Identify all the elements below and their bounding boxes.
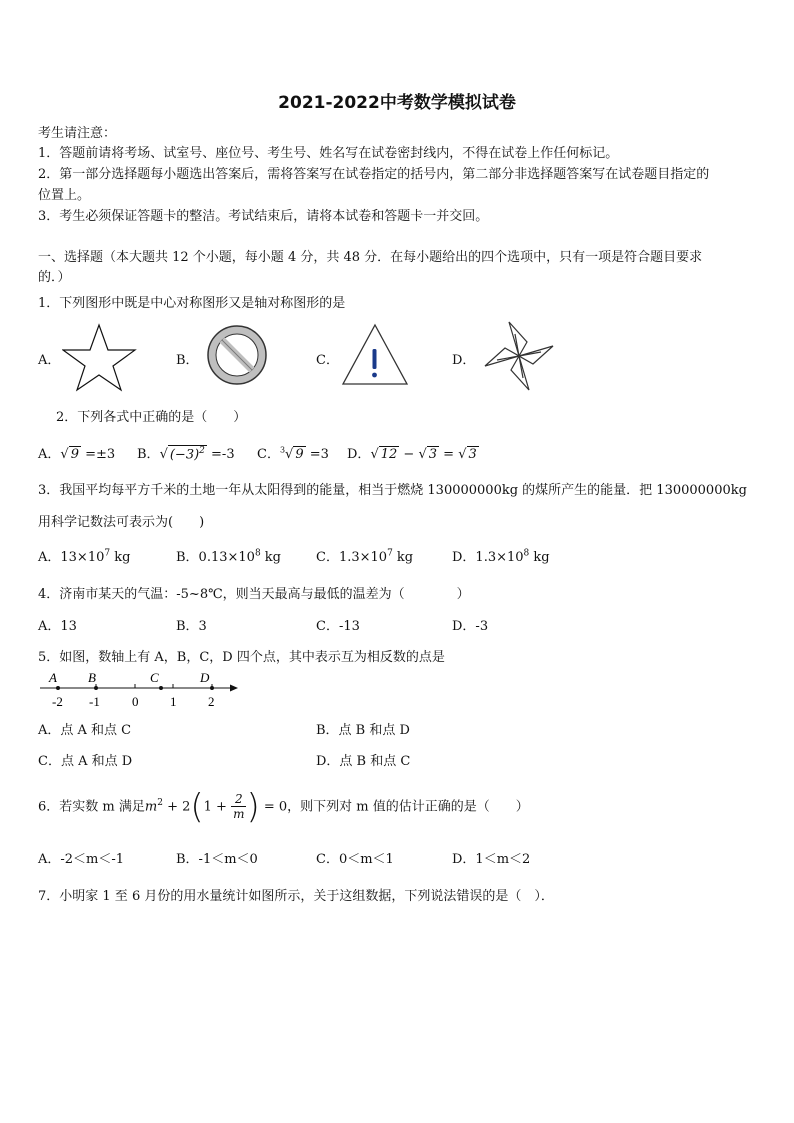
prohibition-sign-icon <box>204 324 270 386</box>
notice-line-1: 1．答题前请将考场、试室号、座位号、考生号、姓名写在试卷密封线内，不得在试卷上作任何标记。 <box>38 146 619 161</box>
q6-option-b[interactable]: B．-1＜m＜0 <box>176 852 258 867</box>
q6-plus2: + 2 <box>162 799 191 815</box>
tick-label: -2 <box>52 694 63 709</box>
q2-d-label: D． <box>347 447 371 462</box>
point-d-label: D <box>200 670 210 685</box>
q4-option-a[interactable]: A．13 <box>38 619 77 634</box>
sqrt-icon: √ <box>60 447 69 462</box>
tick-label: -1 <box>89 694 100 709</box>
q3-option-c[interactable]: C．$1.3\times 10^7$ kg <box>316 548 414 565</box>
q2-option-d[interactable] <box>347 443 479 462</box>
q4-option-b[interactable]: B．3 <box>176 619 207 634</box>
q3-stem-line-1: 3．我国平均每平方千米的土地一年从太阳得到的能量，相当于燃烧 130000000kg 的煤所产生的能量．把 130000000kg <box>38 483 747 498</box>
sqrt-icon: √ <box>159 447 168 462</box>
q3-stem-line-2: 用科学记数法可表示为( ) <box>38 515 205 530</box>
q3-option-d[interactable]: D．$1.3\times 10^8$ kg <box>452 548 550 565</box>
point-d-dot <box>210 686 214 690</box>
q5-option-b[interactable]: B．点 B 和点 D <box>316 723 410 738</box>
point-c-dot <box>159 686 163 690</box>
q3-option-a[interactable]: A．$13\times 10^7$ kg <box>38 548 131 565</box>
q1-option-b-label: B． <box>176 353 199 368</box>
section-heading-line-1: 一、选择题（本大题共 12 个小题，每小题 4 分，共 48 分．在每小题给出的四个选项中，只有一项是符合题目要求 <box>38 250 703 265</box>
notice-line-3: 3．考生必须保证答题卡的整洁。考试结束后，请将本试卷和答题卡一并交回。 <box>38 209 489 224</box>
tick-label: 1 <box>170 694 177 709</box>
q2-option-b[interactable] <box>137 443 235 462</box>
q2-d-radicand-1: 12 <box>380 447 398 462</box>
q2-c-rest: =3 <box>305 447 329 462</box>
q2-a-radicand: 9 <box>70 447 79 462</box>
warning-triangle-icon <box>340 322 410 386</box>
notice-heading: 考生请注意： <box>38 126 117 141</box>
q6-eq0: = 0 <box>259 799 288 815</box>
point-a-label: A <box>49 670 57 685</box>
q2-b-radicand: $(-3)^2$ <box>169 445 205 462</box>
q2-b-label: B． <box>137 447 160 462</box>
q6-option-d[interactable]: D．1＜m＜2 <box>452 852 531 867</box>
q6-option-c[interactable]: C．0＜m＜1 <box>316 852 394 867</box>
q6-stem <box>38 780 529 830</box>
page-title: 2021-2022中考数学模拟试卷 <box>278 93 516 113</box>
tick-label: 2 <box>208 694 215 709</box>
q2-a-label: A． <box>38 447 61 462</box>
q2-d-eq: = <box>439 447 459 462</box>
notice-line-2a: 2．第一部分选择题每小题选出答案后，需将答案写在试卷指定的括号内，第二部分非选择题答案写在试卷题目指定的 <box>38 167 710 182</box>
sqrt-icon: √ <box>458 447 467 462</box>
q3-option-b[interactable]: B．$0.13\times 10^8$ kg <box>176 548 282 565</box>
q2-c-radicand: 9 <box>295 447 304 462</box>
q2-c-label: C． <box>257 447 280 462</box>
q6-stem-pre: 6．若实数 m 满足 <box>38 799 145 815</box>
q7-stem: 7．小明家 1 至 6 月份的用水量统计如图所示，关于这组数据，下列说法错误的是（ ）． <box>38 889 554 904</box>
right-paren-icon: ) <box>246 786 260 827</box>
q1-option-a-label: A． <box>38 353 61 368</box>
q6-fraction: $\frac{2}{m}$ <box>233 792 245 822</box>
q4-stem: 4．济南市某天的气温：-5~8℃，则当天最高与最低的温差为（ ） <box>38 587 470 602</box>
q1-option-c-label: C． <box>316 353 339 368</box>
q1-stem: 1．下列图形中既是中心对称图形又是轴对称图形的是 <box>38 296 346 311</box>
notice-line-2b: 位置上。 <box>38 188 91 203</box>
q2-d-minus: − <box>399 447 419 462</box>
sqrt-icon: √ <box>285 447 294 462</box>
tick-label: 0 <box>132 694 139 709</box>
q1-option-d-label: D． <box>452 353 476 368</box>
q6-one-plus: 1 + <box>203 799 232 815</box>
point-c-label: C <box>150 670 159 685</box>
q6-exp: 2 <box>157 798 163 808</box>
number-line-diagram <box>38 668 248 712</box>
q6-stem-post: ，则下列对 m 值的估计正确的是（ ） <box>287 799 529 815</box>
sqrt-icon: √ <box>370 447 379 462</box>
q4-option-c[interactable]: C．-13 <box>316 619 360 634</box>
section-heading-line-2: 的．） <box>38 270 71 285</box>
q2-d-radicand-2: 3 <box>428 447 438 462</box>
q5-option-d[interactable]: D．点 B 和点 C <box>316 754 411 769</box>
q5-option-c[interactable]: C．点 A 和点 D <box>38 754 133 769</box>
point-a-dot <box>56 686 60 690</box>
q5-option-a[interactable]: A．点 A 和点 C <box>38 723 132 738</box>
point-b-dot <box>94 686 98 690</box>
point-b-label: B <box>88 670 96 685</box>
sqrt-icon: √ <box>418 447 427 462</box>
q2-stem: 2．下列各式中正确的是（ ） <box>56 410 247 425</box>
q2-option-c[interactable] <box>257 443 329 462</box>
q2-b-rest: =-3 <box>206 447 235 462</box>
star-icon <box>62 322 138 392</box>
q6-option-a[interactable]: A．-2＜m＜-1 <box>38 852 125 867</box>
q4-option-d[interactable]: D．-3 <box>452 619 489 634</box>
q2-d-radicand-3: 3 <box>468 447 477 462</box>
q2-c-index: 3 <box>279 445 286 455</box>
q6-var-m: m <box>144 799 158 815</box>
q5-stem: 5．如图，数轴上有 A，B，C，D 四个点，其中表示互为相反数的点是 <box>38 650 445 665</box>
pinwheel-icon <box>478 318 560 394</box>
left-paren-icon: ( <box>190 786 204 827</box>
arrow-icon <box>230 685 238 692</box>
q2-a-rest: =±3 <box>80 447 116 462</box>
q2-option-a[interactable] <box>38 443 115 462</box>
